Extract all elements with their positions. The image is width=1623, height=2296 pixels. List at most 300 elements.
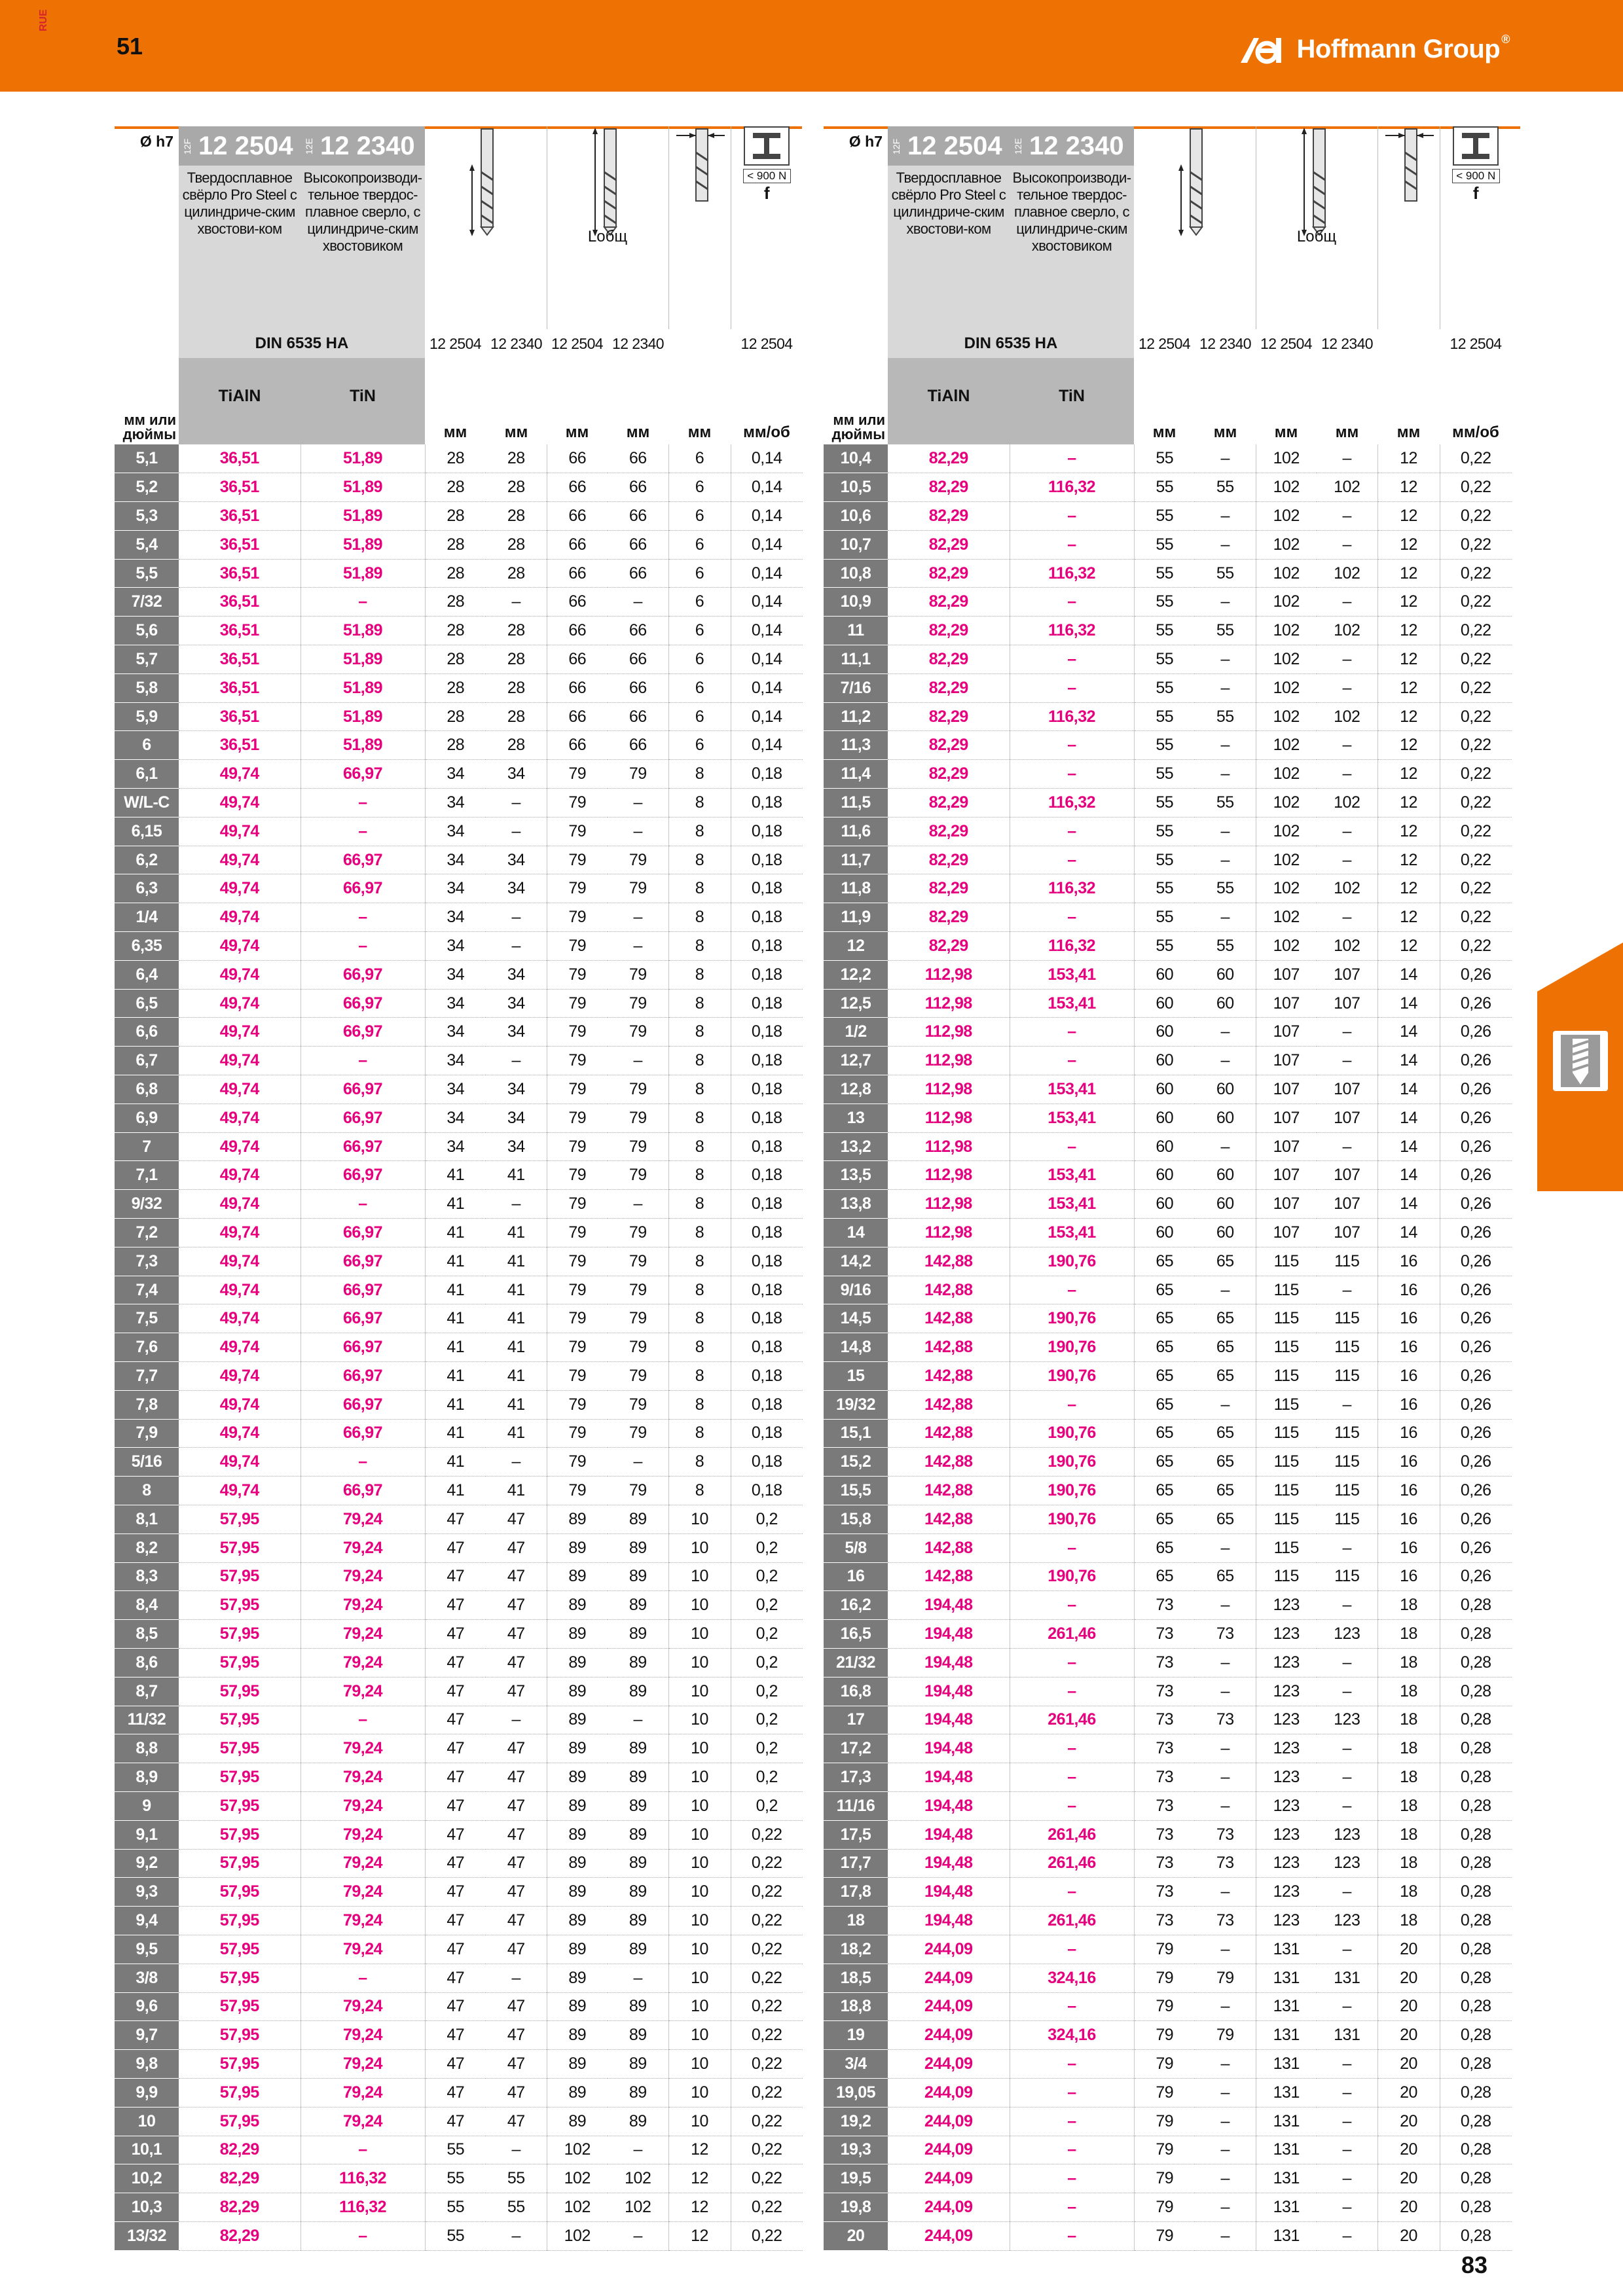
table-row[interactable] (115, 2136, 803, 2164)
diameter-cell: 10,9 (824, 588, 888, 617)
table-row[interactable] (824, 760, 1512, 789)
price-cell: 142,88 (888, 1534, 1010, 1562)
table-row[interactable] (824, 1992, 1512, 2021)
price-cell: 57,95 (179, 1677, 301, 1706)
diameter-cell: 8,6 (115, 1648, 179, 1677)
price-cell: 116,32 (301, 2193, 425, 2222)
table-row[interactable] (115, 1648, 803, 1677)
cell-value: 66 (608, 444, 668, 473)
cell-value: 14 (1377, 960, 1440, 989)
diameter-cell: 10,2 (115, 2164, 179, 2193)
table-row[interactable] (824, 2078, 1512, 2107)
table-row[interactable] (115, 1304, 803, 1333)
price-cell: 82,29 (888, 645, 1010, 674)
table-row[interactable] (824, 1132, 1512, 1161)
cell-value: – (486, 1964, 547, 1992)
cell-value: 12 (1377, 874, 1440, 903)
table-row[interactable] (115, 2021, 803, 2050)
price-cell: – (1010, 2193, 1134, 2222)
cell-value: 28 (486, 645, 547, 674)
table-row[interactable] (115, 1419, 803, 1448)
cell-value: – (1317, 1047, 1377, 1075)
cell-value: 34 (425, 1018, 486, 1047)
price-cell: 116,32 (1010, 559, 1134, 588)
price-cell: – (1010, 2107, 1134, 2136)
left-table-grid (115, 126, 803, 2251)
table-row[interactable] (115, 559, 803, 588)
page-header-bar (0, 0, 1623, 92)
cell-value: 55 (1134, 645, 1195, 674)
table-row[interactable] (115, 444, 803, 473)
table-row[interactable] (824, 1018, 1512, 1047)
table-row[interactable] (115, 617, 803, 645)
table-row[interactable] (824, 702, 1512, 731)
table-row[interactable] (824, 559, 1512, 588)
table-row[interactable] (824, 1820, 1512, 1849)
cell-value: 0,18 (731, 1132, 803, 1161)
table-row[interactable] (115, 473, 803, 502)
table-row[interactable] (824, 1791, 1512, 1820)
table-row[interactable] (824, 473, 1512, 502)
cell-value: 47 (486, 2050, 547, 2079)
diameter-cell: 19,3 (824, 2136, 888, 2164)
cell-value: 28 (425, 617, 486, 645)
diameter-cell: 11,8 (824, 874, 888, 903)
cell-value: 65 (1134, 1333, 1195, 1362)
product-code-header[interactable] (1010, 126, 1134, 166)
cell-value: 79 (547, 1075, 608, 1104)
cell-value: 60 (1134, 1103, 1195, 1132)
cell-value: 10 (668, 1935, 731, 1964)
table-row[interactable] (115, 1390, 803, 1419)
cell-value: 0,22 (731, 1964, 803, 1992)
cell-value: 0,18 (731, 932, 803, 961)
table-row[interactable] (115, 1247, 803, 1276)
table-row[interactable] (824, 846, 1512, 874)
table-row[interactable] (824, 1648, 1512, 1677)
table-row[interactable] (115, 1047, 803, 1075)
table-row[interactable] (115, 2050, 803, 2079)
table-row[interactable] (115, 2221, 803, 2250)
flute-length-drawing-icon (463, 126, 509, 238)
cell-value: 89 (547, 1763, 608, 1792)
cell-value: 115 (1317, 1505, 1377, 1534)
table-row[interactable] (824, 1964, 1512, 1992)
table-row[interactable] (115, 1362, 803, 1391)
price-cell: 57,95 (179, 1820, 301, 1849)
table-row[interactable] (824, 1075, 1512, 1104)
cell-value: 0,26 (1440, 1419, 1512, 1448)
price-cell: 142,88 (888, 1505, 1010, 1534)
table-row[interactable] (115, 1964, 803, 1992)
cell-value: 89 (547, 1992, 608, 2021)
table-row[interactable] (824, 1591, 1512, 1620)
cell-value: 115 (1317, 1448, 1377, 1477)
diameter-cell: 6,4 (115, 960, 179, 989)
table-row[interactable] (824, 645, 1512, 674)
table-row[interactable] (824, 2050, 1512, 2079)
cell-value: 79 (608, 1018, 668, 1047)
table-row[interactable] (115, 817, 803, 846)
price-cell: 49,74 (179, 789, 301, 817)
diameter-cell: 3/8 (115, 1964, 179, 1992)
cell-value: 47 (486, 1907, 547, 1935)
table-row[interactable] (115, 1706, 803, 1734)
table-row[interactable] (115, 1820, 803, 1849)
cell-value: 16 (1377, 1419, 1440, 1448)
table-row[interactable] (115, 1161, 803, 1190)
diameter-cell: 10,5 (824, 473, 888, 502)
price-cell: 51,89 (301, 702, 425, 731)
table-row[interactable] (115, 1075, 803, 1104)
product-code-header[interactable] (301, 126, 425, 166)
table-row[interactable] (824, 530, 1512, 559)
cell-value: 55 (1195, 559, 1256, 588)
table-row[interactable] (824, 588, 1512, 617)
unit-header: мм (626, 423, 650, 441)
table-row[interactable] (115, 1992, 803, 2021)
diameter-cell: 16,2 (824, 1591, 888, 1620)
table-row[interactable] (824, 673, 1512, 702)
table-row[interactable] (115, 903, 803, 932)
cell-value: 47 (486, 2021, 547, 2050)
product-code-header[interactable] (179, 126, 301, 166)
table-row[interactable] (115, 1734, 803, 1763)
table-row[interactable] (824, 1907, 1512, 1935)
price-cell: 244,09 (888, 2078, 1010, 2107)
price-cell: – (1010, 1591, 1134, 1620)
table-row[interactable] (824, 1534, 1512, 1562)
flute-length-drawing (1134, 126, 1256, 329)
table-row[interactable] (824, 1333, 1512, 1362)
table-row[interactable] (824, 1419, 1512, 1448)
cell-value: 47 (486, 1534, 547, 1562)
cell-value: 6 (668, 673, 731, 702)
table-row[interactable] (115, 1935, 803, 1964)
table-row[interactable] (824, 1878, 1512, 1907)
cell-value: 41 (486, 1419, 547, 1448)
table-row[interactable] (115, 588, 803, 617)
price-cell: 36,51 (179, 617, 301, 645)
cell-value: 0,22 (1440, 760, 1512, 789)
cell-value: 12 (668, 2193, 731, 2222)
cell-value: 0,26 (1440, 1304, 1512, 1333)
table-row[interactable] (824, 1677, 1512, 1706)
cell-value: 41 (486, 1362, 547, 1391)
cell-value: 131 (1256, 1964, 1317, 1992)
diameter-cell: 8,3 (115, 1562, 179, 1591)
cell-value: 12 (668, 2136, 731, 2164)
table-row[interactable] (824, 617, 1512, 645)
cell-value: – (1195, 1677, 1256, 1706)
table-row[interactable] (115, 673, 803, 702)
cell-value: 55 (1134, 702, 1195, 731)
price-cell: 82,29 (888, 789, 1010, 817)
brand-logo[interactable] (1238, 33, 1510, 65)
cell-value: 0,18 (731, 817, 803, 846)
table-row[interactable] (115, 1190, 803, 1219)
table-row[interactable] (115, 1907, 803, 1935)
diameter-cell: 6,6 (115, 1018, 179, 1047)
cell-value: 0,22 (1440, 617, 1512, 645)
diameter-cell: 13/32 (115, 2221, 179, 2250)
table-row[interactable] (115, 1333, 803, 1362)
cell-value: 89 (547, 1620, 608, 1649)
table-row[interactable] (115, 846, 803, 874)
diameter-cell: W/L-C (115, 789, 179, 817)
table-row[interactable] (824, 2164, 1512, 2193)
price-cell: 79,24 (301, 2107, 425, 2136)
table-row[interactable] (115, 789, 803, 817)
cell-value: 102 (608, 2193, 668, 2222)
cell-value: 55 (1134, 932, 1195, 961)
table-row[interactable] (115, 2193, 803, 2222)
table-row[interactable] (115, 1534, 803, 1562)
table-row[interactable] (824, 2221, 1512, 2250)
cell-value: 79 (608, 1276, 668, 1304)
cell-value: 10 (668, 1562, 731, 1591)
cell-value: 55 (1195, 789, 1256, 817)
table-row[interactable] (115, 1562, 803, 1591)
table-row[interactable] (824, 1362, 1512, 1391)
cell-value: 0,22 (1440, 502, 1512, 531)
table-row[interactable] (115, 989, 803, 1018)
diameter-cell: 11,2 (824, 702, 888, 731)
cell-value: 0,26 (1440, 1190, 1512, 1219)
diameter-cell: 9,9 (115, 2078, 179, 2107)
cell-value: – (1195, 1018, 1256, 1047)
cell-value: 47 (486, 1820, 547, 1849)
cell-value: 102 (1256, 932, 1317, 961)
table-row[interactable] (824, 1219, 1512, 1247)
cell-value: 0,26 (1440, 1505, 1512, 1534)
table-row[interactable] (824, 1734, 1512, 1763)
price-cell: 82,29 (888, 559, 1010, 588)
table-row[interactable] (824, 960, 1512, 989)
cell-value: 28 (486, 559, 547, 588)
cell-value: 73 (1195, 1620, 1256, 1649)
table-row[interactable] (115, 2164, 803, 2193)
cell-value: 0,26 (1440, 1477, 1512, 1505)
cell-value: 0,28 (1440, 1935, 1512, 1964)
product-code-header[interactable] (888, 126, 1010, 166)
cell-value: 66 (608, 530, 668, 559)
price-cell: 112,98 (888, 1161, 1010, 1190)
table-row[interactable] (824, 1849, 1512, 1878)
cell-value: 123 (1256, 1706, 1317, 1734)
cell-value: 60 (1134, 1161, 1195, 1190)
table-row[interactable] (115, 874, 803, 903)
table-row[interactable] (115, 1878, 803, 1907)
cell-value: 55 (1195, 702, 1256, 731)
table-row[interactable] (824, 817, 1512, 846)
product-code: 12 2504 (907, 131, 1002, 160)
product-code: 12 2504 (198, 131, 293, 160)
price-cell: 194,48 (888, 1648, 1010, 1677)
total-length-drawing (547, 126, 668, 329)
diameter-cell: 19/32 (824, 1390, 888, 1419)
table-row[interactable] (115, 2107, 803, 2136)
product-category-tag: 12E (1013, 138, 1023, 154)
cell-value: 65 (1195, 1247, 1256, 1276)
price-cell: 66,97 (301, 1161, 425, 1190)
table-row[interactable] (824, 1161, 1512, 1190)
cell-value: 107 (1256, 1190, 1317, 1219)
cell-value: 0,26 (1440, 1103, 1512, 1132)
cell-value: 60 (1134, 1075, 1195, 1104)
diameter-cell: 5,9 (115, 702, 179, 731)
cell-value: 55 (486, 2193, 547, 2222)
cell-value: 107 (1317, 1190, 1377, 1219)
table-row[interactable] (824, 932, 1512, 961)
cell-value: 0,18 (731, 1047, 803, 1075)
cell-value: 28 (425, 559, 486, 588)
cell-value: 89 (547, 1677, 608, 1706)
table-row[interactable] (115, 502, 803, 531)
cell-value: – (1195, 502, 1256, 531)
cell-value: 0,22 (1440, 789, 1512, 817)
cell-value: 0,22 (1440, 559, 1512, 588)
table-row[interactable] (115, 2078, 803, 2107)
table-row[interactable] (824, 874, 1512, 903)
price-cell: 244,09 (888, 2050, 1010, 2079)
column-code-label (668, 329, 731, 358)
price-cell: – (1010, 1276, 1134, 1304)
cell-value: 0,26 (1440, 989, 1512, 1018)
table-row[interactable] (115, 1477, 803, 1505)
table-row[interactable] (824, 1190, 1512, 1219)
table-row[interactable] (824, 1763, 1512, 1792)
table-row[interactable] (824, 989, 1512, 1018)
price-cell: 190,76 (1010, 1362, 1134, 1391)
table-row[interactable] (824, 502, 1512, 531)
cell-value: 55 (425, 2136, 486, 2164)
table-row[interactable] (115, 731, 803, 760)
table-row[interactable] (824, 1935, 1512, 1964)
table-row[interactable] (824, 2136, 1512, 2164)
chapter-side-tab[interactable] (1537, 942, 1623, 1191)
table-row[interactable] (824, 1304, 1512, 1333)
cell-value: 107 (1256, 989, 1317, 1018)
cell-value: 89 (547, 1534, 608, 1562)
column-code-label: 12 2340 (612, 334, 664, 352)
table-row[interactable] (824, 1448, 1512, 1477)
cell-value: 18 (1377, 1791, 1440, 1820)
table-row[interactable] (115, 645, 803, 674)
price-cell: 66,97 (301, 1103, 425, 1132)
price-cell: 79,24 (301, 2021, 425, 2050)
table-row[interactable] (115, 702, 803, 731)
cell-value: 12 (1377, 789, 1440, 817)
cell-value: 0,14 (731, 702, 803, 731)
cell-value: 131 (1256, 1992, 1317, 2021)
table-row[interactable] (824, 2193, 1512, 2222)
table-row[interactable] (115, 1219, 803, 1247)
table-row[interactable] (824, 1247, 1512, 1276)
drill-bit-icon (1553, 1031, 1608, 1091)
table-row[interactable] (824, 2021, 1512, 2050)
cell-value: 73 (1134, 1907, 1195, 1935)
price-cell: 116,32 (1010, 932, 1134, 961)
price-cell: 66,97 (301, 1018, 425, 1047)
cell-value: 123 (1256, 1591, 1317, 1620)
table-row[interactable] (824, 1477, 1512, 1505)
table-row[interactable] (115, 760, 803, 789)
table-row[interactable] (115, 1505, 803, 1534)
table-row[interactable] (824, 1562, 1512, 1591)
table-row[interactable] (824, 903, 1512, 932)
table-row[interactable] (115, 1763, 803, 1792)
price-cell: – (301, 2136, 425, 2164)
price-cell: – (1010, 2136, 1134, 2164)
cell-value: – (1195, 1935, 1256, 1964)
table-row[interactable] (824, 1505, 1512, 1534)
table-row[interactable] (115, 1791, 803, 1820)
price-cell: 57,95 (179, 1935, 301, 1964)
table-row[interactable] (824, 444, 1512, 473)
cell-value: 0,22 (1440, 874, 1512, 903)
diameter-cell: 6 (115, 731, 179, 760)
price-cell: 261,46 (1010, 1706, 1134, 1734)
table-row[interactable] (824, 1103, 1512, 1132)
cell-value: 89 (608, 2050, 668, 2079)
diameter-cell: 7,9 (115, 1419, 179, 1448)
table-row[interactable] (115, 1591, 803, 1620)
price-cell: – (1010, 760, 1134, 789)
price-cell: 79,24 (301, 1849, 425, 1878)
cell-value: 107 (1317, 1103, 1377, 1132)
table-row[interactable] (115, 530, 803, 559)
table-row[interactable] (824, 1620, 1512, 1649)
cell-value: 28 (425, 673, 486, 702)
price-cell: 244,09 (888, 1964, 1010, 1992)
table-row[interactable] (115, 1276, 803, 1304)
table-row[interactable] (115, 1448, 803, 1477)
diameter-cell: 9,4 (115, 1907, 179, 1935)
table-row[interactable] (824, 1706, 1512, 1734)
price-cell: 66,97 (301, 1276, 425, 1304)
table-row[interactable] (824, 731, 1512, 760)
table-row[interactable] (824, 1390, 1512, 1419)
din-standard: DIN 6535 HA (888, 329, 1134, 358)
price-cell: 112,98 (888, 960, 1010, 989)
table-row[interactable] (115, 932, 803, 961)
cell-value: – (1317, 1677, 1377, 1706)
cell-value: 66 (608, 731, 668, 760)
table-row[interactable] (824, 1276, 1512, 1304)
cell-value: 79 (547, 960, 608, 989)
cell-value: 89 (608, 2078, 668, 2107)
table-row[interactable] (115, 960, 803, 989)
table-row[interactable] (115, 1132, 803, 1161)
table-row[interactable] (115, 1018, 803, 1047)
price-cell: 66,97 (301, 1075, 425, 1104)
cell-value: – (1317, 760, 1377, 789)
table-row[interactable] (115, 1849, 803, 1878)
cell-value: – (486, 789, 547, 817)
cell-value: 47 (486, 1562, 547, 1591)
table-row[interactable] (115, 1103, 803, 1132)
table-row[interactable] (115, 1677, 803, 1706)
cell-value: 89 (547, 1505, 608, 1534)
cell-value: – (486, 932, 547, 961)
table-row[interactable] (824, 2107, 1512, 2136)
table-row[interactable] (115, 1620, 803, 1649)
cell-value: – (608, 903, 668, 932)
cell-value: 28 (425, 473, 486, 502)
table-row[interactable] (824, 1047, 1512, 1075)
table-row[interactable] (824, 789, 1512, 817)
